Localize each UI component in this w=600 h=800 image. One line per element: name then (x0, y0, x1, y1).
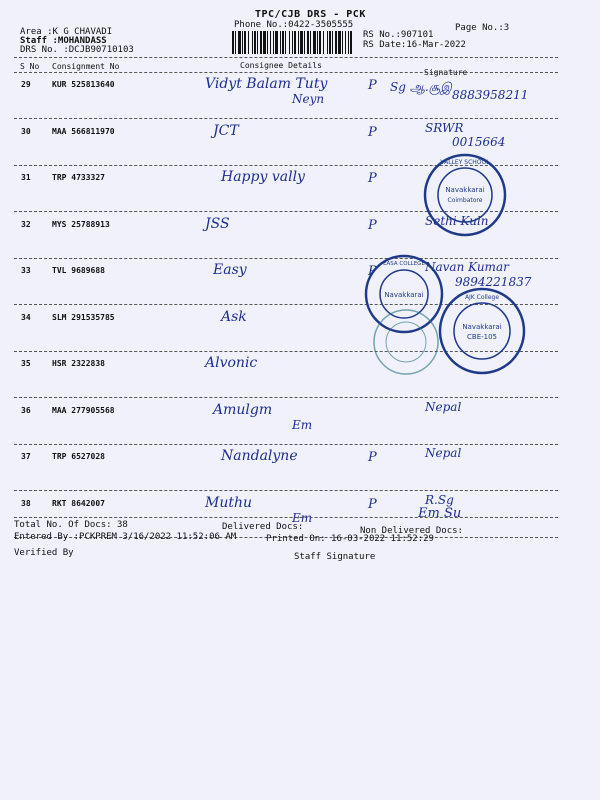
drs-number: DRS No. :DCJB90710103 (20, 45, 134, 55)
row-delivered-mark: P (368, 450, 377, 465)
svg-text:CBE-105: CBE-105 (467, 333, 497, 341)
svg-text:EASA COLLEGE: EASA COLLEGE (383, 261, 425, 267)
divider (14, 72, 558, 73)
row-consignee-handwriting: Nandalyne (221, 448, 298, 464)
row-consignment-no: KUR 525813640 (52, 80, 115, 89)
row-delivered-mark: P (368, 264, 377, 279)
verified-by: Verified By (14, 548, 74, 558)
staff-label: Staff :MOHANDASS (20, 36, 107, 46)
column-signature: Signature (424, 68, 468, 77)
phone-number: Phone No.:0422-3505555 (234, 20, 354, 30)
area-label: Area :K G CHAVADI (20, 27, 113, 37)
total-docs: Total No. Of Docs: 38 (14, 520, 128, 530)
row-consignee-handwriting: JCT (213, 122, 239, 139)
row-consignment-no: HSR 2322838 (52, 359, 105, 368)
row-sno: 31 (21, 173, 31, 182)
row-divider (14, 258, 558, 259)
row-consignee-handwriting-extra: Neyn (292, 92, 325, 106)
row-consignee-handwriting: Amulgm (213, 401, 273, 418)
barcode (232, 31, 352, 54)
row-consignee-handwriting-extra: Em (292, 510, 313, 525)
svg-text:AJK College: AJK College (464, 294, 500, 301)
row-sno: 35 (21, 359, 31, 368)
document-title: TPC/CJB DRS - PCK (255, 9, 366, 20)
row-consignment-no: TVL 9689688 (52, 266, 105, 275)
row-consignment-no: MAA 566811970 (52, 126, 115, 136)
svg-text:Navakkarai: Navakkarai (462, 323, 502, 331)
column-consignment: Consignment No (52, 62, 120, 71)
row-consignee-handwriting: Happy vally (221, 169, 305, 185)
row-sno: 37 (21, 452, 31, 461)
non-delivered-docs: Non Delivered Docs: (360, 526, 463, 536)
row-sno: 30 (21, 126, 31, 136)
row-signature-handwriting: Sg ஆ.சூஇ (390, 80, 452, 94)
entered-by: Entered By :PCKPREM 3/16/2022 11:52:06 AM (14, 532, 237, 542)
row-delivered-mark: P (368, 124, 377, 140)
school-stamp (420, 150, 510, 240)
row-sno: 32 (21, 219, 31, 229)
row-consignee-handwriting: Ask (221, 308, 247, 325)
row-signature-handwriting: Sethi Kuln (425, 213, 489, 228)
column-sno: S No (20, 62, 40, 71)
svg-text:Coimbatore: Coimbatore (447, 197, 483, 204)
row-consignee-handwriting: Muthu (205, 494, 253, 511)
row-signature-handwriting: Navan Kumar (425, 260, 509, 274)
row-divider (14, 118, 558, 119)
divider (14, 57, 558, 58)
row-signature-handwriting: R.Sg (425, 492, 454, 507)
rs-date: RS Date:16-Mar-2022 (363, 40, 466, 50)
row-consignment-no: TRP 6527028 (52, 452, 105, 461)
row-sno: 38 (21, 498, 31, 508)
row-consignment-no: RKT 8642007 (52, 498, 105, 508)
row-sno: 29 (21, 80, 31, 89)
printed-on: Printed On: 16-03-2022 11:52:29 (266, 534, 434, 544)
row-signature-handwriting: SRWR (425, 120, 464, 135)
ajk-college-stamp (436, 285, 528, 377)
row-delivered-mark: P (368, 217, 377, 233)
faint-stamp (370, 306, 442, 378)
row-consignment-no: TRP 4733327 (52, 173, 105, 182)
row-sno: 34 (21, 312, 31, 322)
row-consignment-no: MYS 25788913 (52, 219, 110, 229)
svg-text:VALLEY SCHOOL: VALLEY SCHOOL (440, 159, 490, 166)
row-sno: 36 (21, 405, 31, 415)
svg-text:Navakkarai: Navakkarai (445, 186, 485, 194)
row-phone-handwriting: 9894221837 (455, 275, 532, 289)
row-divider (14, 397, 558, 398)
page-number: Page No.:3 (455, 23, 510, 33)
delivered-docs: Delivered Docs: (222, 522, 304, 532)
row-signature-handwriting: Nepal (425, 446, 462, 460)
row-consignment-no: MAA 277905568 (52, 405, 115, 415)
row-consignee-handwriting: JSS (205, 215, 230, 232)
row-phone-handwriting: 8883958211 (452, 88, 529, 102)
footer-handwriting: Em Su (418, 506, 462, 521)
row-delivered-mark: P (368, 171, 377, 186)
row-phone-handwriting: 0015664 (452, 134, 506, 149)
column-consignee: Consignee Details (240, 61, 322, 70)
row-consignee-handwriting: Alvonic (205, 355, 258, 371)
svg-text:Navakkarai: Navakkarai (384, 291, 424, 299)
row-sno: 33 (21, 266, 31, 275)
row-consignee-handwriting: Vidyt Balam Tuty (205, 76, 328, 92)
rs-number: RS No.:907101 (363, 30, 434, 40)
row-delivered-mark: P (368, 78, 377, 93)
row-divider (14, 444, 558, 445)
divider (14, 517, 558, 518)
row-consignment-no: SLM 291535785 (52, 312, 115, 322)
row-divider (14, 490, 558, 491)
row-signature-handwriting: Nepal (425, 399, 462, 414)
staff-signature: Staff Signature (294, 552, 376, 562)
row-delivered-mark: P (368, 496, 377, 512)
row-consignee-handwriting: Easy (213, 262, 247, 278)
row-consignee-handwriting-extra: Em (292, 417, 313, 432)
